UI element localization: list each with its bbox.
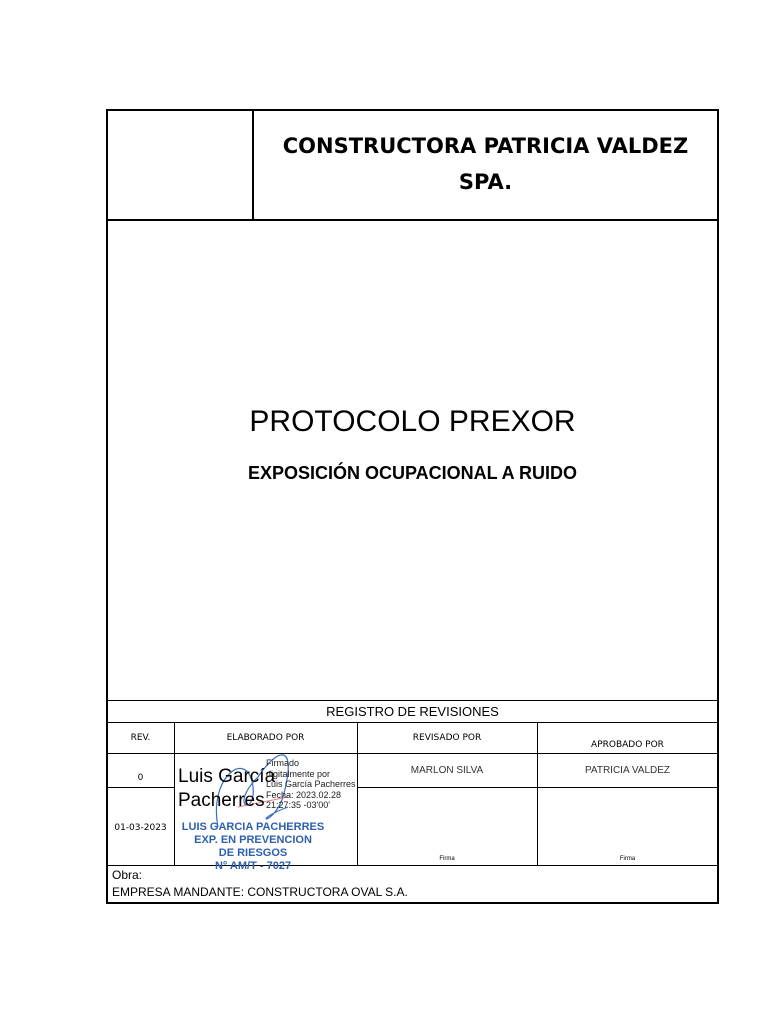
company-line2: SPA. — [458, 170, 513, 194]
company-line1: CONSTRUCTORA PATRICIA VALDEZ — [282, 134, 689, 158]
aprobado-name: PATRICIA VALDEZ — [584, 765, 671, 776]
stamp-line: LUIS GARCIA PACHERRES — [181, 821, 325, 833]
header-elaborado: ELABORADO POR — [226, 733, 305, 743]
sig-text: digitalmente por — [266, 768, 331, 779]
sig-text: 21:27:35 -03'00' — [266, 800, 330, 810]
empresa-mandante: EMPRESA MANDANTE: CONSTRUCTORA OVAL S.A. — [112, 885, 408, 899]
logo-cell — [108, 111, 252, 219]
company-name — [253, 128, 718, 200]
stamp-line: N° AM/T - 7027 — [214, 860, 292, 872]
header-aprobado: APROBADO POR — [591, 740, 664, 750]
stamp-line: DE RIESGOS — [218, 847, 288, 859]
professional-stamp — [178, 821, 328, 873]
header-revisado: REVISADO POR — [412, 733, 482, 743]
divider — [106, 219, 719, 221]
firma-label-aprobado: Firma — [619, 856, 636, 862]
stamp-line: EXP. EN PREVENCION — [194, 834, 312, 846]
sig-text: Firmado — [266, 758, 300, 768]
sig-text: Luis García Pacherres — [266, 779, 356, 789]
sig-text: Fecha: 2023.02.28 — [266, 789, 342, 800]
document-title: PROTOCOLO PREXOR — [249, 405, 576, 438]
rev-date: 01-03-2023 — [114, 823, 167, 833]
signer-name-line1: Luis García — [178, 766, 276, 787]
obra-label: Obra: — [112, 868, 143, 882]
signer-name-line2: Pacherres — [178, 790, 265, 811]
rev-number: 0 — [137, 773, 144, 783]
header-rev: REV. — [130, 733, 151, 743]
firma-label-revisado: Firma — [439, 856, 455, 862]
revisions-heading: REGISTRO DE REVISIONES — [326, 704, 499, 719]
document-subtitle: EXPOSICIÓN OCUPACIONAL A RUIDO — [247, 463, 578, 483]
revisado-name: MARLON SILVA — [410, 765, 484, 776]
